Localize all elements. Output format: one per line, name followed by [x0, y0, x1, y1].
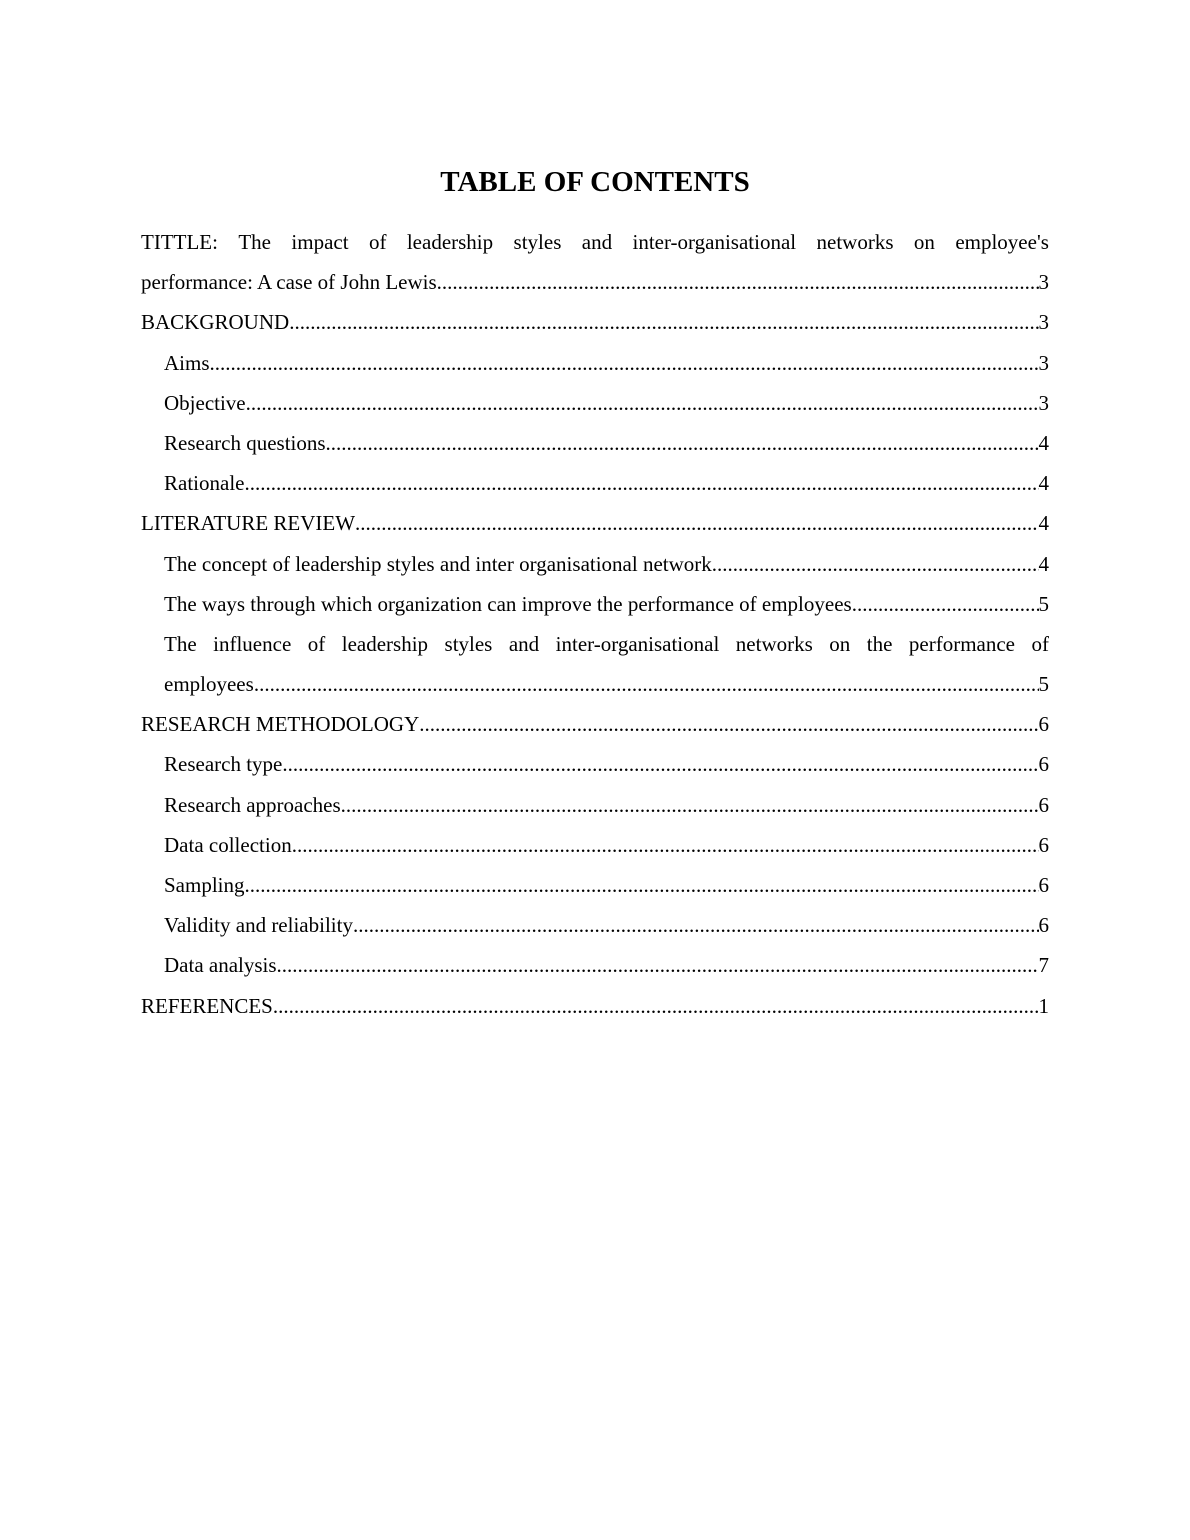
toc-page-number: 4 [1038, 551, 1049, 576]
word: The [164, 631, 197, 656]
dot-leader [712, 544, 1039, 584]
word: networks [816, 230, 894, 254]
dot-leader [437, 262, 1039, 302]
dot-leader [210, 343, 1039, 383]
toc-entry-label: Validity and reliability [164, 913, 353, 938]
toc-page-number: 7 [1038, 953, 1049, 978]
toc-entry-research-questions[interactable] [141, 423, 1049, 463]
toc-entry-literature-review[interactable] [141, 503, 1049, 543]
word: of [307, 631, 326, 656]
toc-entry-last-line [164, 664, 1049, 704]
toc-entry-label: REFERENCES [141, 993, 273, 1018]
toc-entry-label: Research approaches [164, 792, 341, 817]
toc-entry-rationale[interactable] [141, 463, 1049, 503]
word: styles [444, 631, 493, 656]
toc-page-number: 5 [1038, 672, 1049, 697]
word: performance [908, 631, 1016, 656]
toc-page-number: 4 [1038, 471, 1049, 496]
word: leadership [406, 230, 494, 254]
toc-entry-objective[interactable] [141, 383, 1049, 423]
toc-entry-research-methodology[interactable] [141, 704, 1049, 744]
toc-entry-label: Data collection [164, 832, 292, 857]
word: and [581, 230, 613, 254]
toc-page-number: 3 [1038, 350, 1049, 375]
toc-page-number: 3 [1038, 310, 1049, 335]
toc-list [141, 222, 1049, 1026]
word: impact [291, 230, 349, 254]
dot-leader [292, 825, 1039, 865]
dot-leader [277, 945, 1039, 985]
dot-leader [341, 785, 1039, 825]
toc-entry-label: The concept of leadership styles and inter organisational network [164, 551, 712, 576]
toc-entry-first-line [164, 624, 1049, 664]
toc-entry-label: BACKGROUND [141, 310, 290, 335]
dot-leader [289, 302, 1038, 342]
toc-page-number: 6 [1038, 873, 1049, 897]
toc-entry-research-type[interactable] [141, 744, 1049, 784]
toc-entry-label: Rationale [164, 471, 245, 496]
dot-leader [282, 744, 1038, 784]
word: of [368, 230, 387, 254]
dot-leader [355, 503, 1038, 543]
toc-entry-last-line [141, 262, 1049, 302]
word: of [1031, 631, 1049, 656]
dot-leader [245, 865, 1039, 905]
toc-entry-concept-leadership[interactable] [141, 544, 1049, 584]
toc-entry-label: Data analysis [164, 953, 277, 978]
toc-entry-first-line [141, 222, 1049, 262]
dot-leader [244, 463, 1038, 503]
toc-entry-label: Objective [164, 390, 246, 415]
dot-leader [246, 383, 1039, 423]
toc-entry-label: Sampling [164, 873, 245, 897]
word: and [508, 631, 540, 656]
toc-entry-sampling[interactable] [141, 865, 1049, 905]
word: The [238, 230, 272, 254]
toc-heading: TABLE OF CONTENTS [440, 166, 750, 198]
toc-entry-ways-improve[interactable] [141, 584, 1049, 624]
toc-entry-aims[interactable] [141, 343, 1049, 383]
word: on [913, 230, 935, 254]
toc-page-number: 3 [1038, 390, 1049, 415]
toc-entry-validity-reliability[interactable] [141, 905, 1049, 945]
toc-page-number: 3 [1038, 270, 1049, 295]
toc-page-number: 5 [1038, 591, 1049, 616]
toc-entry-label: The ways through which organization can improve the performance of employees [164, 591, 852, 616]
toc-page-number: 6 [1038, 752, 1049, 777]
toc-page-number: 1 [1038, 993, 1049, 1018]
toc-entry-label: performance: A case of John Lewis [141, 270, 437, 295]
toc-page-number: 6 [1038, 712, 1049, 737]
toc-page-number: 4 [1038, 430, 1049, 455]
toc-entry-label: LITERATURE REVIEW [141, 511, 356, 536]
toc-page-number: 6 [1038, 913, 1049, 938]
toc-page-number: 6 [1038, 832, 1049, 857]
word: the [866, 631, 893, 656]
dot-leader [419, 704, 1038, 744]
word: on [829, 631, 851, 656]
dot-leader [326, 423, 1039, 463]
toc-entry-label: Research type [164, 752, 283, 777]
toc-entry-data-analysis[interactable] [141, 945, 1049, 985]
toc-entry-label: Aims [164, 350, 210, 375]
toc-entry-label: employees [164, 672, 254, 697]
toc-entry-background[interactable] [141, 302, 1049, 342]
word: influence [213, 631, 292, 656]
word: leadership [341, 631, 429, 656]
word: networks [735, 631, 813, 656]
dot-leader [353, 905, 1039, 945]
word: inter-organisational [632, 230, 797, 254]
word: inter-organisational [555, 631, 720, 656]
word: TITTLE: [141, 230, 218, 254]
toc-entry-data-collection[interactable] [141, 825, 1049, 865]
toc-entry-label: RESEARCH METHODOLOGY [141, 712, 420, 737]
word: styles [513, 230, 562, 254]
dot-leader [852, 584, 1039, 624]
toc-page-number: 6 [1038, 792, 1049, 817]
toc-entry-title[interactable] [141, 222, 1049, 302]
dot-leader [273, 986, 1039, 1026]
toc-page-number: 4 [1038, 511, 1049, 536]
toc-entry-references[interactable] [141, 986, 1049, 1026]
word: employee's [955, 230, 1049, 254]
toc-entry-influence[interactable] [141, 624, 1049, 704]
dot-leader [254, 664, 1039, 704]
toc-entry-label: Research questions [164, 430, 326, 455]
toc-entry-research-approaches[interactable] [141, 785, 1049, 825]
